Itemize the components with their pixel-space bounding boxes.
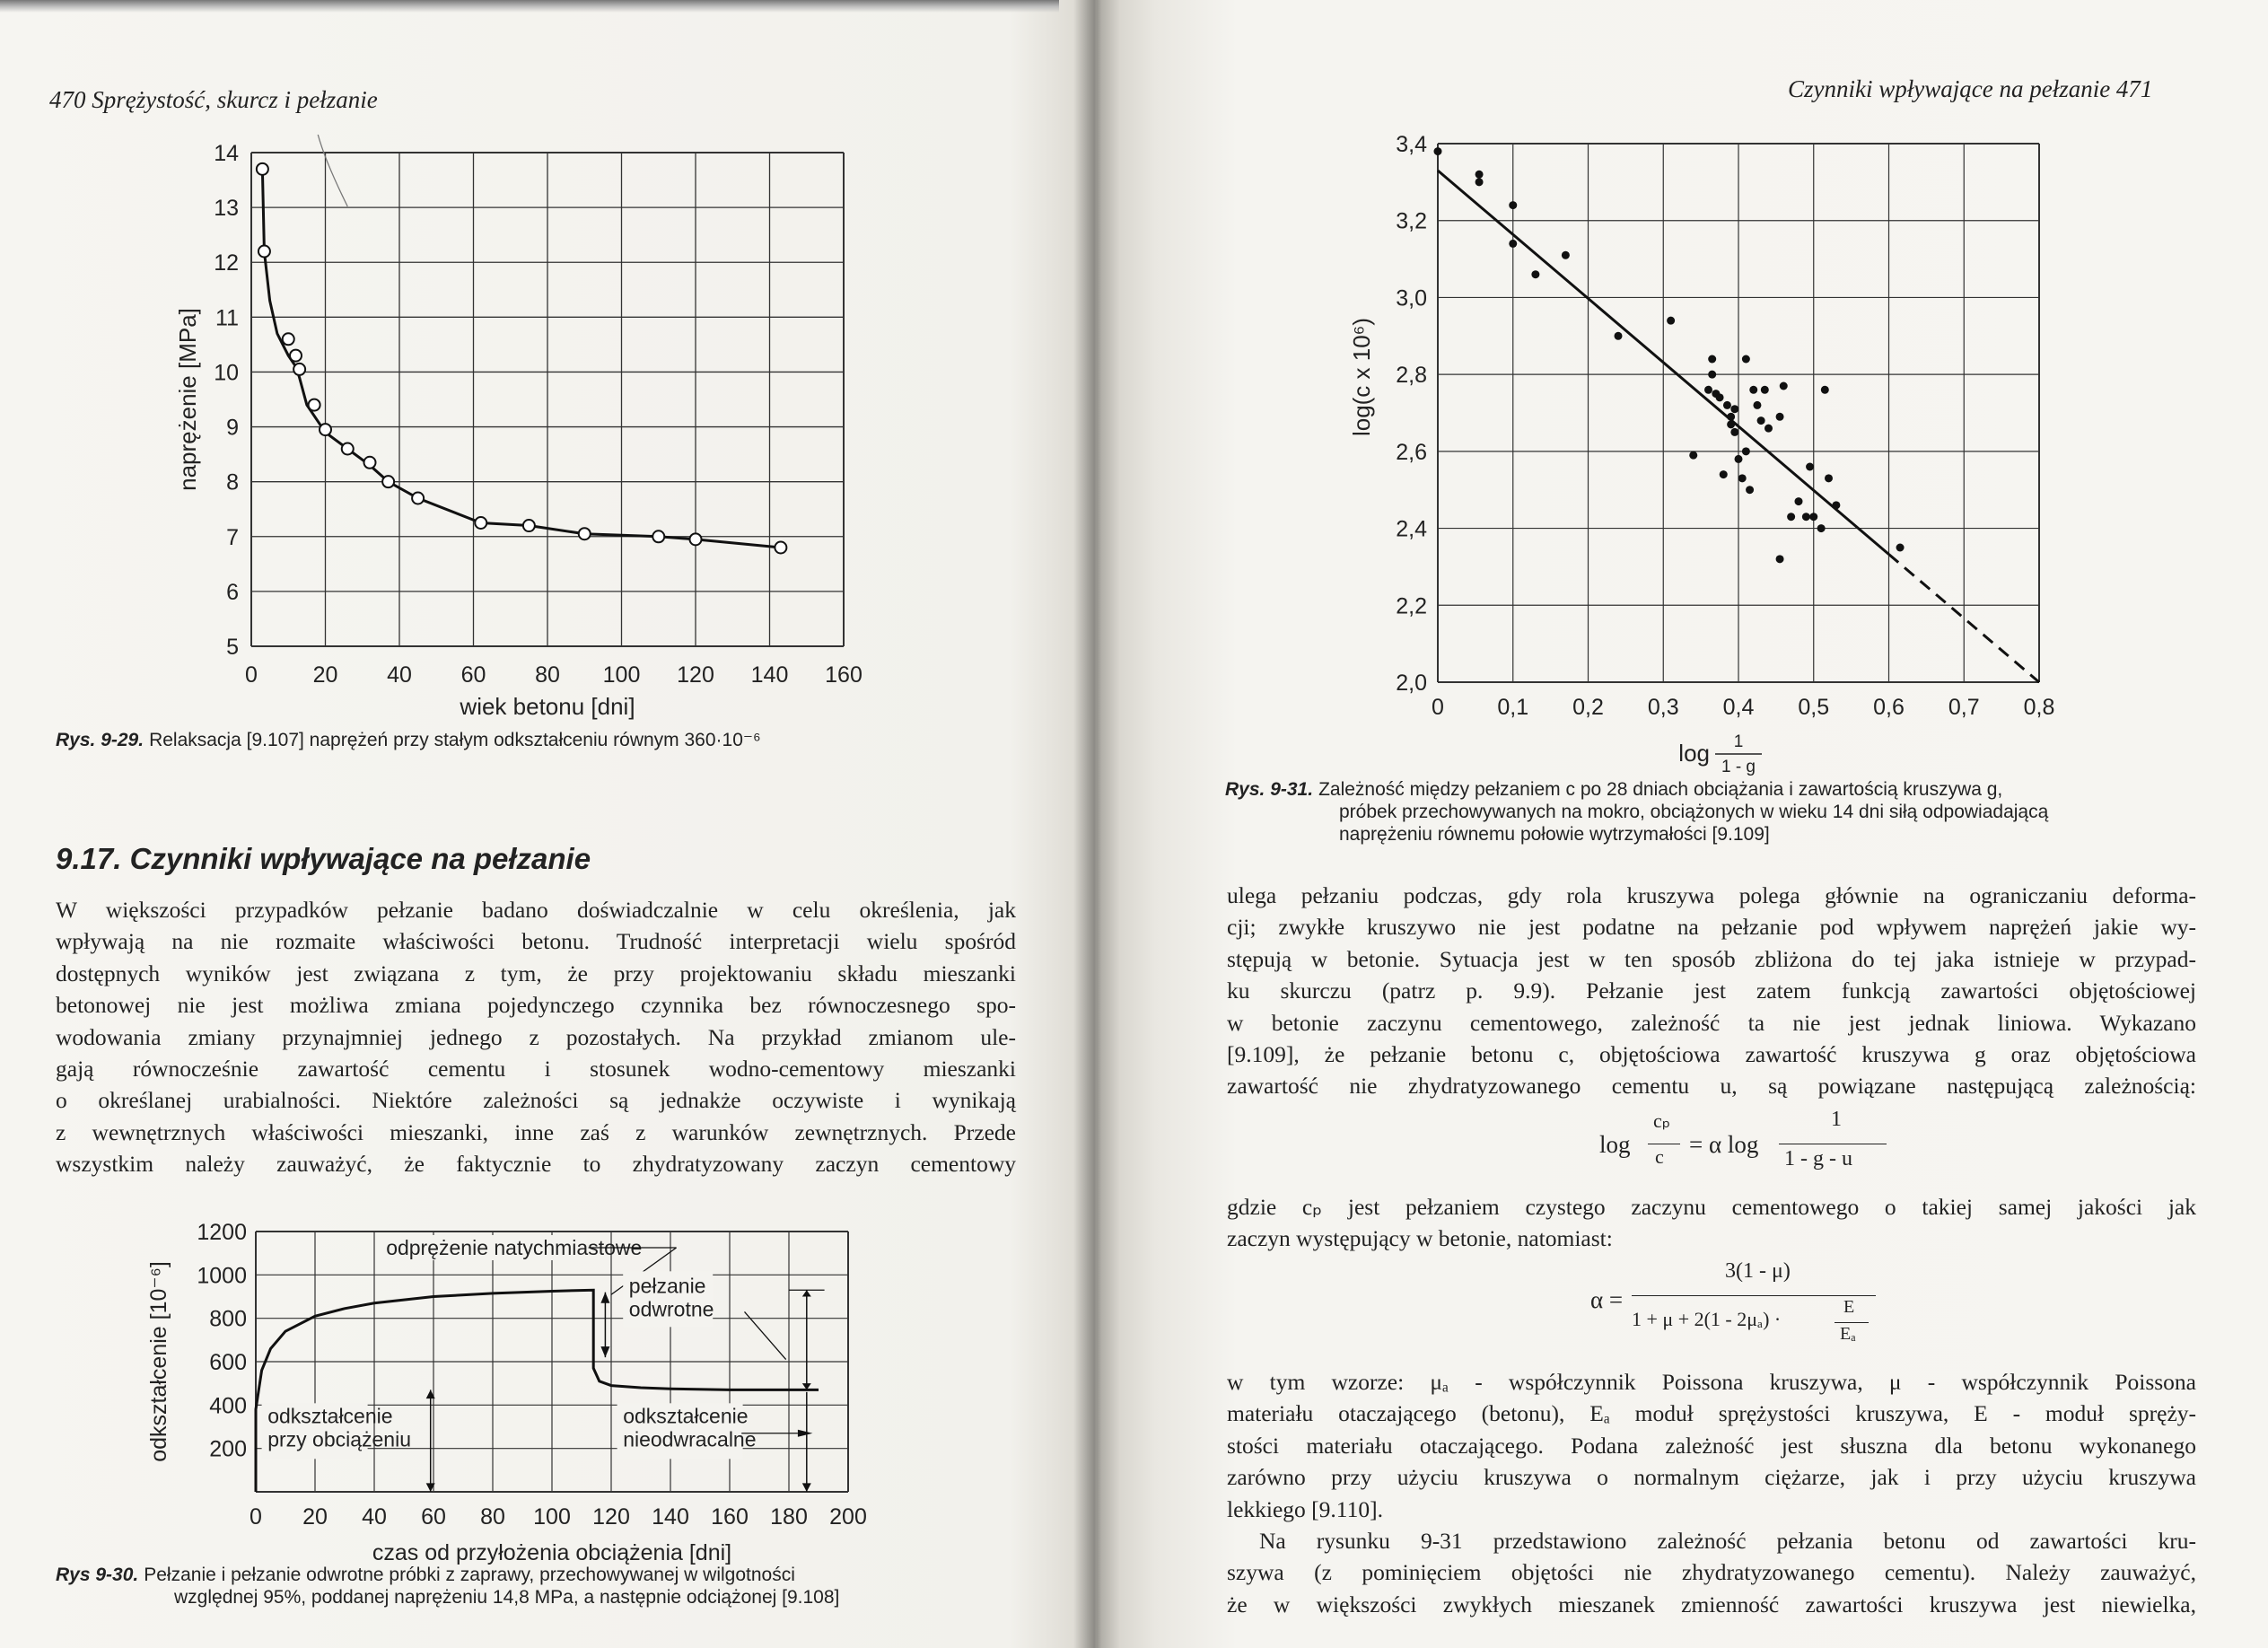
left-paragraph-line: dostępnych wyników jest związana z tym, że przy projektowaniu składu mieszanki bbox=[56, 960, 1016, 986]
fig31-data-point bbox=[1749, 386, 1757, 394]
fig31-chart bbox=[1330, 117, 2055, 776]
fig29-y-tick-label: 9 bbox=[226, 415, 239, 441]
fig30-x-tick-label: 100 bbox=[533, 1504, 571, 1530]
fig30-y-tick-label: 1000 bbox=[197, 1263, 247, 1289]
fig31-x-tick-label: 0,4 bbox=[1722, 695, 1755, 720]
fig31-caption-line1: Zależność między pełzaniem c po 28 dniach obciążania i zawartością kruszywa g, bbox=[1318, 779, 2003, 800]
fig31-caption bbox=[1225, 778, 2203, 846]
fig29-x-tick-label: 140 bbox=[750, 662, 789, 688]
fig31-data-point bbox=[1776, 555, 1784, 563]
fig30-y-tick-label: 200 bbox=[209, 1436, 247, 1462]
formula2-numerator: 3(1 - μ) bbox=[1725, 1259, 1791, 1283]
fig31-data-point bbox=[1708, 371, 1716, 379]
fig29-data-point bbox=[290, 350, 302, 362]
fig31-data-point bbox=[1730, 405, 1738, 413]
fig30-y-tick-label: 400 bbox=[209, 1393, 247, 1419]
fig29-series-line bbox=[262, 169, 781, 548]
fig30-x-tick-label: 80 bbox=[480, 1504, 505, 1530]
fig31-data-point bbox=[1476, 171, 1484, 179]
formula1-den2: 1 - g - u bbox=[1784, 1147, 1852, 1170]
right-page-header: Czynniki wpływające na pełzanie 471 bbox=[1788, 75, 2153, 102]
fig31-data-point bbox=[1832, 501, 1840, 509]
fig30-annotation-creep: pełzanie bbox=[628, 1274, 706, 1298]
fig31-data-point bbox=[1757, 416, 1765, 425]
fig29-pencil-mark bbox=[318, 135, 347, 206]
right-paragraph-1-line: zawartość nie zhydratyzowanego cementu u, są powiązane następującą zależnością: bbox=[1227, 1073, 2196, 1100]
fig30-annotation-strain1: odkształcenie bbox=[267, 1404, 393, 1428]
fig30-x-tick-label: 20 bbox=[302, 1504, 328, 1530]
fig31-data-point bbox=[1735, 455, 1743, 463]
fig31-data-point bbox=[1689, 451, 1697, 460]
right-paragraph-1-line: [9.109], że pełzanie betonu c, objętościowa zawartość kruszywa g oraz objętościowa bbox=[1227, 1041, 2196, 1068]
right-paragraph-1 bbox=[1227, 880, 2196, 1102]
fig31-data-point bbox=[1509, 201, 1517, 209]
right-paragraph-1-line: cji; zwykłe kruszywo nie jest podatne na pełzanie pod wpływem naprężeń jakie wy- bbox=[1227, 914, 2196, 941]
fig29-y-tick-label: 10 bbox=[214, 360, 239, 386]
fig31-y-tick-label: 2,0 bbox=[1396, 671, 1427, 696]
fig29-data-point bbox=[523, 520, 535, 531]
fig31-x-tick-label: 0,8 bbox=[2023, 695, 2055, 720]
fig30-x-tick-label: 120 bbox=[592, 1504, 630, 1530]
right-paragraph-3-line: zarówno przy użyciu kruszywa o normalnym ciężarze, jak i przy użyciu kruszywa bbox=[1227, 1464, 2196, 1491]
fig31-data-point bbox=[1667, 317, 1675, 325]
fig29-data-point bbox=[283, 333, 294, 345]
right-paragraph-3 bbox=[1227, 1366, 2196, 1525]
fig29-data-point bbox=[320, 424, 331, 435]
fig30-arrowhead bbox=[600, 1293, 609, 1303]
fig29-chart bbox=[174, 135, 898, 720]
fig29-data-point bbox=[382, 476, 394, 487]
fig30-annotation-leader bbox=[745, 1311, 786, 1359]
right-paragraph-4-line: Na rysunku 9-31 przedstawiono zależność pełzania betonu od zawartości kru- bbox=[1259, 1528, 2196, 1554]
fig30-x-tick-label: 40 bbox=[362, 1504, 387, 1530]
fig29-data-point bbox=[475, 517, 486, 529]
formula1-lhs: log bbox=[1599, 1131, 1631, 1158]
left-paragraph-line: wszystkim należy zauważyć, że faktycznie to zhydratyzowany zaczyn cementowy bbox=[56, 1151, 1016, 1178]
fig29-data-point bbox=[579, 528, 591, 539]
fig31-data-point bbox=[1780, 382, 1788, 390]
fig29-data-point bbox=[257, 163, 268, 175]
fig29-data-point bbox=[342, 443, 354, 455]
fig31-data-point bbox=[1708, 355, 1716, 364]
right-paragraph-2-line: zaczyn występujący w betonie, natomiast: bbox=[1227, 1225, 1613, 1252]
right-paragraph-1-line: stępują w betonie. Sytuacja jest w ten sposób zbliżona do tej jaka istnieje w przypad- bbox=[1227, 945, 2196, 972]
right-paragraph-3-line: lekkiego [9.110]. bbox=[1227, 1495, 1383, 1522]
fig31-x-tick-label: 0,1 bbox=[1497, 695, 1529, 720]
fig29-x-axis-label: wiek betonu [dni] bbox=[460, 693, 635, 720]
fig31-data-point bbox=[1764, 425, 1773, 433]
fig29-caption-text: Relaksacja [9.107] naprężeń przy stałym odkształceniu równym 360·10⁻⁶ bbox=[149, 730, 761, 750]
fig31-data-point bbox=[1802, 513, 1810, 521]
fig31-data-point bbox=[1742, 355, 1750, 364]
fig31-caption-line2: próbek przechowywanych na mokro, obciążonych w wieku 14 dni siłą odpowiadającą bbox=[1339, 802, 2049, 822]
fig31-data-point bbox=[1723, 401, 1731, 409]
fig31-data-point bbox=[1806, 463, 1814, 471]
left-page-header: 470 Sprężystość, skurcz i pełzanie bbox=[49, 86, 378, 113]
right-paragraph-4 bbox=[1227, 1525, 2196, 1620]
fig31-data-point bbox=[1476, 178, 1484, 186]
right-paragraph-2 bbox=[1227, 1191, 2196, 1255]
fig29-x-tick-label: 20 bbox=[312, 662, 338, 688]
fig30-y-axis-label: odkształcenie [10⁻⁶] bbox=[146, 1261, 171, 1462]
fig29-x-tick-label: 0 bbox=[245, 662, 258, 688]
fig29-y-tick-label: 7 bbox=[226, 524, 239, 550]
fig31-data-point bbox=[1509, 240, 1517, 248]
fig29-y-tick-label: 5 bbox=[226, 635, 239, 660]
fig29-y-tick-label: 6 bbox=[226, 579, 239, 605]
fig30-x-axis-label: czas od przyłożenia obciążenia [dni] bbox=[372, 1540, 732, 1565]
left-paragraph-line: W większości przypadków pełzanie badano doświadczalnie w celu określenia, jak bbox=[56, 897, 1016, 923]
fig31-x-axis-label-den: 1 - g bbox=[1721, 758, 1756, 776]
fig30-arrowhead bbox=[798, 1430, 813, 1437]
right-paragraph-4-line: szywa (z pominięciem objętości nie zhydratyzowanego cementu). Należy zauważyć, bbox=[1227, 1559, 2196, 1586]
formula1-mid: = α log bbox=[1689, 1131, 1759, 1158]
fig31-data-point bbox=[1615, 332, 1623, 340]
fig31-data-point bbox=[1720, 470, 1728, 478]
formula1-num2: 1 bbox=[1831, 1108, 1842, 1131]
fig29-y-tick-label: 8 bbox=[226, 469, 239, 495]
fig31-data-point bbox=[1821, 386, 1829, 394]
fig31-x-tick-label: 0,2 bbox=[1572, 695, 1604, 720]
fig31-data-point bbox=[1531, 270, 1539, 278]
right-paragraph-3-line: materiału otaczającego (betonu), Eₐ moduł sprężystości kruszywa, E - moduł spręży- bbox=[1227, 1400, 2196, 1427]
fig30-x-tick-label: 200 bbox=[829, 1504, 867, 1530]
formula2-frac-den: Eₐ bbox=[1840, 1324, 1856, 1344]
fig31-x-axis-label-num: 1 bbox=[1733, 732, 1744, 751]
fig29-x-tick-label: 120 bbox=[677, 662, 714, 688]
left-paragraph bbox=[56, 894, 1016, 1180]
fig30-series-line bbox=[256, 1290, 819, 1492]
fig31-x-tick-label: 0,3 bbox=[1647, 695, 1679, 720]
fig30-y-tick-label: 1200 bbox=[197, 1220, 247, 1245]
fig30-x-tick-label: 180 bbox=[770, 1504, 808, 1530]
fig30-y-tick-label: 800 bbox=[209, 1306, 247, 1332]
formula2-lhs: α = bbox=[1590, 1286, 1624, 1313]
fig29-x-tick-label: 160 bbox=[825, 662, 863, 688]
fig31-y-axis-label: log(c x 10⁶) bbox=[1348, 317, 1375, 437]
fig31-x-tick-label: 0 bbox=[1432, 695, 1444, 720]
right-page bbox=[1097, 0, 2268, 1648]
right-paragraph-3-line: stości materiału otaczającego. Podana zależność jest słuszna dla betonu wykonanego bbox=[1227, 1432, 2196, 1459]
fig31-y-tick-label: 2,8 bbox=[1396, 363, 1427, 389]
formula1-den1: c bbox=[1655, 1145, 1664, 1168]
fig30-annotation-reverse: odwrotne bbox=[628, 1297, 714, 1321]
left-paragraph-line: wodowania zmiany przynajmniej jednego z pozostałych. Na przykład zmianom ule- bbox=[56, 1023, 1016, 1050]
fig29-data-point bbox=[293, 364, 305, 375]
right-paragraph-3-line: w tym wzorze: μₐ - współczynnik Poissona kruszywa, μ - współczynnik Poissona bbox=[1227, 1369, 2196, 1395]
fig29-y-tick-label: 11 bbox=[215, 305, 239, 331]
right-paragraph-1-line: ulega pełzaniu podczas, gdy rola kruszywa polega głównie na ograniczaniu deforma- bbox=[1227, 882, 2196, 908]
fig30-annotation-strain2: odkształcenie bbox=[623, 1404, 749, 1428]
formula1-num1: cₚ bbox=[1653, 1109, 1671, 1132]
fig29-data-point bbox=[690, 533, 702, 545]
fig30-arrowhead bbox=[802, 1290, 811, 1296]
formula-1 bbox=[1599, 1108, 2048, 1192]
fig30-annotation-instant: odprężenie natychmiastowe bbox=[386, 1236, 643, 1259]
fig31-data-point bbox=[1795, 497, 1803, 505]
fig29-y-tick-label: 12 bbox=[214, 250, 239, 276]
fig31-data-point bbox=[1562, 251, 1570, 259]
fig31-data-point bbox=[1704, 386, 1712, 394]
fig30-arrowhead bbox=[802, 1483, 811, 1492]
fig31-data-point bbox=[1738, 474, 1747, 482]
right-paragraph-4-line: że w większości zwykłych mieszanek zmienność zawartości kruszywa jest niewielka, bbox=[1227, 1591, 2196, 1617]
fig29-x-tick-label: 60 bbox=[460, 662, 486, 688]
formula-2 bbox=[1590, 1259, 2057, 1358]
fig31-y-tick-label: 3,2 bbox=[1396, 208, 1427, 234]
fig29-data-point bbox=[775, 542, 786, 554]
fig29-data-point bbox=[258, 246, 270, 258]
formula2-denominator: 1 + μ + 2(1 - 2μₐ) · bbox=[1632, 1308, 1782, 1330]
fig29-y-axis-label: naprężenie [MPa] bbox=[174, 308, 201, 491]
fig30-caption-label: Rys 9-30. bbox=[56, 1565, 139, 1585]
fig31-data-point bbox=[1817, 524, 1826, 532]
left-page bbox=[0, 0, 1097, 1648]
left-paragraph-line: z wewnętrznych właściwości mieszanki, inne zaś z warunków zewnętrznych. Przede bbox=[56, 1118, 1016, 1145]
fig31-data-point bbox=[1746, 486, 1754, 494]
fig29-caption bbox=[56, 729, 761, 751]
fig31-data-point bbox=[1809, 513, 1817, 521]
fig30-x-tick-label: 0 bbox=[250, 1504, 262, 1530]
fig31-caption-line3: naprężeniu równemu połowie wytrzymałości [9.109] bbox=[1339, 824, 1770, 845]
fig31-data-point bbox=[1787, 513, 1795, 521]
fig31-data-point bbox=[1434, 147, 1442, 155]
fig30-x-tick-label: 160 bbox=[711, 1504, 749, 1530]
left-paragraph-line: wpływają na nie rozmaite właściwości betonu. Trudność interpretacji wielu spośród bbox=[56, 928, 1016, 955]
fig31-x-tick-label: 0,5 bbox=[1798, 695, 1830, 720]
fig29-caption-label: Rys. 9-29. bbox=[56, 730, 144, 750]
fig29-data-point bbox=[412, 493, 424, 504]
fig31-y-tick-label: 2,4 bbox=[1396, 516, 1427, 542]
fig30-chart bbox=[135, 1212, 924, 1565]
fig31-caption-label: Rys. 9-31. bbox=[1225, 779, 1314, 800]
fig31-x-tick-label: 0,6 bbox=[1873, 695, 1905, 720]
fig31-data-point bbox=[1825, 474, 1833, 482]
right-paragraph-2-line: gdzie cₚ jest pełzaniem czystego zaczynu cementowego o takiej samej jakości jak bbox=[1227, 1194, 2196, 1220]
fig29-x-tick-label: 40 bbox=[387, 662, 412, 688]
fig31-data-point bbox=[1727, 413, 1735, 421]
fig29-y-tick-label: 13 bbox=[214, 196, 239, 222]
formula2-bar bbox=[1632, 1295, 1876, 1296]
fig31-y-tick-label: 2,2 bbox=[1396, 593, 1427, 619]
fig31-x-axis-label-log: log bbox=[1678, 740, 1710, 767]
fig31-data-point bbox=[1776, 413, 1784, 421]
fig31-x-tick-label: 0,7 bbox=[1948, 695, 1980, 720]
book-spine-shadow bbox=[1073, 0, 1120, 1648]
left-paragraph-line: betonowej nie jest możliwa zmiana pojedynczego czynnika bez równoczesnego spo- bbox=[56, 992, 1016, 1019]
fig30-annotation-under-load: przy obciążeniu bbox=[267, 1427, 412, 1451]
fig30-annotation-irreversible: nieodwracalne bbox=[623, 1427, 757, 1451]
fig30-arrowhead bbox=[600, 1346, 609, 1357]
right-paragraph-1-line: w betonie zaczynu cementowego, zależność ta nie jest jednak liniowa. Wykazano bbox=[1227, 1009, 2196, 1036]
fig30-x-tick-label: 140 bbox=[652, 1504, 689, 1530]
fig29-data-point bbox=[364, 457, 376, 469]
fig31-data-point bbox=[1761, 386, 1769, 394]
fig30-caption bbox=[56, 1564, 1025, 1609]
left-paragraph-line: gają równocześnie zawartość cementu i stosunek wodno-cementowy mieszanki bbox=[56, 1056, 1016, 1083]
left-paragraph-line: o określanej urabialności. Niektóre zależności są jednakże oczywiste i wynikają bbox=[56, 1087, 1016, 1114]
fig31-data-point bbox=[1730, 428, 1738, 436]
fig30-y-tick-label: 600 bbox=[209, 1350, 247, 1375]
fig31-y-tick-label: 3,4 bbox=[1396, 132, 1427, 157]
fig31-y-tick-label: 3,0 bbox=[1396, 285, 1427, 311]
fig31-data-point bbox=[1896, 544, 1905, 552]
top-edge-shadow bbox=[0, 0, 1059, 13]
fig30-x-tick-label: 60 bbox=[421, 1504, 446, 1530]
fig29-x-tick-label: 100 bbox=[602, 662, 641, 688]
fig29-y-tick-label: 14 bbox=[214, 141, 239, 166]
fig31-data-point bbox=[1753, 401, 1761, 409]
fig31-data-point bbox=[1727, 420, 1735, 428]
formula2-frac-bar bbox=[1835, 1322, 1869, 1323]
right-paragraph-1-line: ku skurczu (patrz p. 9.9). Pełzanie jest zatem funkcją zawartości objętościowej bbox=[1227, 977, 2196, 1004]
section-title: 9.17. Czynniki wpływające na pełzanie bbox=[56, 842, 591, 875]
fig31-data-point bbox=[1716, 393, 1724, 401]
fig30-caption-line1: Pełzanie i pełzanie odwrotne próbki z zaprawy, przechowywanej w wilgotności bbox=[144, 1565, 795, 1585]
fig29-data-point bbox=[309, 399, 320, 411]
fig29-x-tick-label: 80 bbox=[535, 662, 560, 688]
fig30-caption-line2: względnej 95%, poddanej naprężeniu 14,8 MPa, a następnie odciążonej [9.108] bbox=[174, 1587, 840, 1608]
fig31-data-point bbox=[1742, 447, 1750, 455]
fig31-y-tick-label: 2,6 bbox=[1396, 439, 1427, 465]
formula2-frac-num: E bbox=[1843, 1297, 1855, 1317]
fig29-data-point bbox=[652, 530, 664, 542]
